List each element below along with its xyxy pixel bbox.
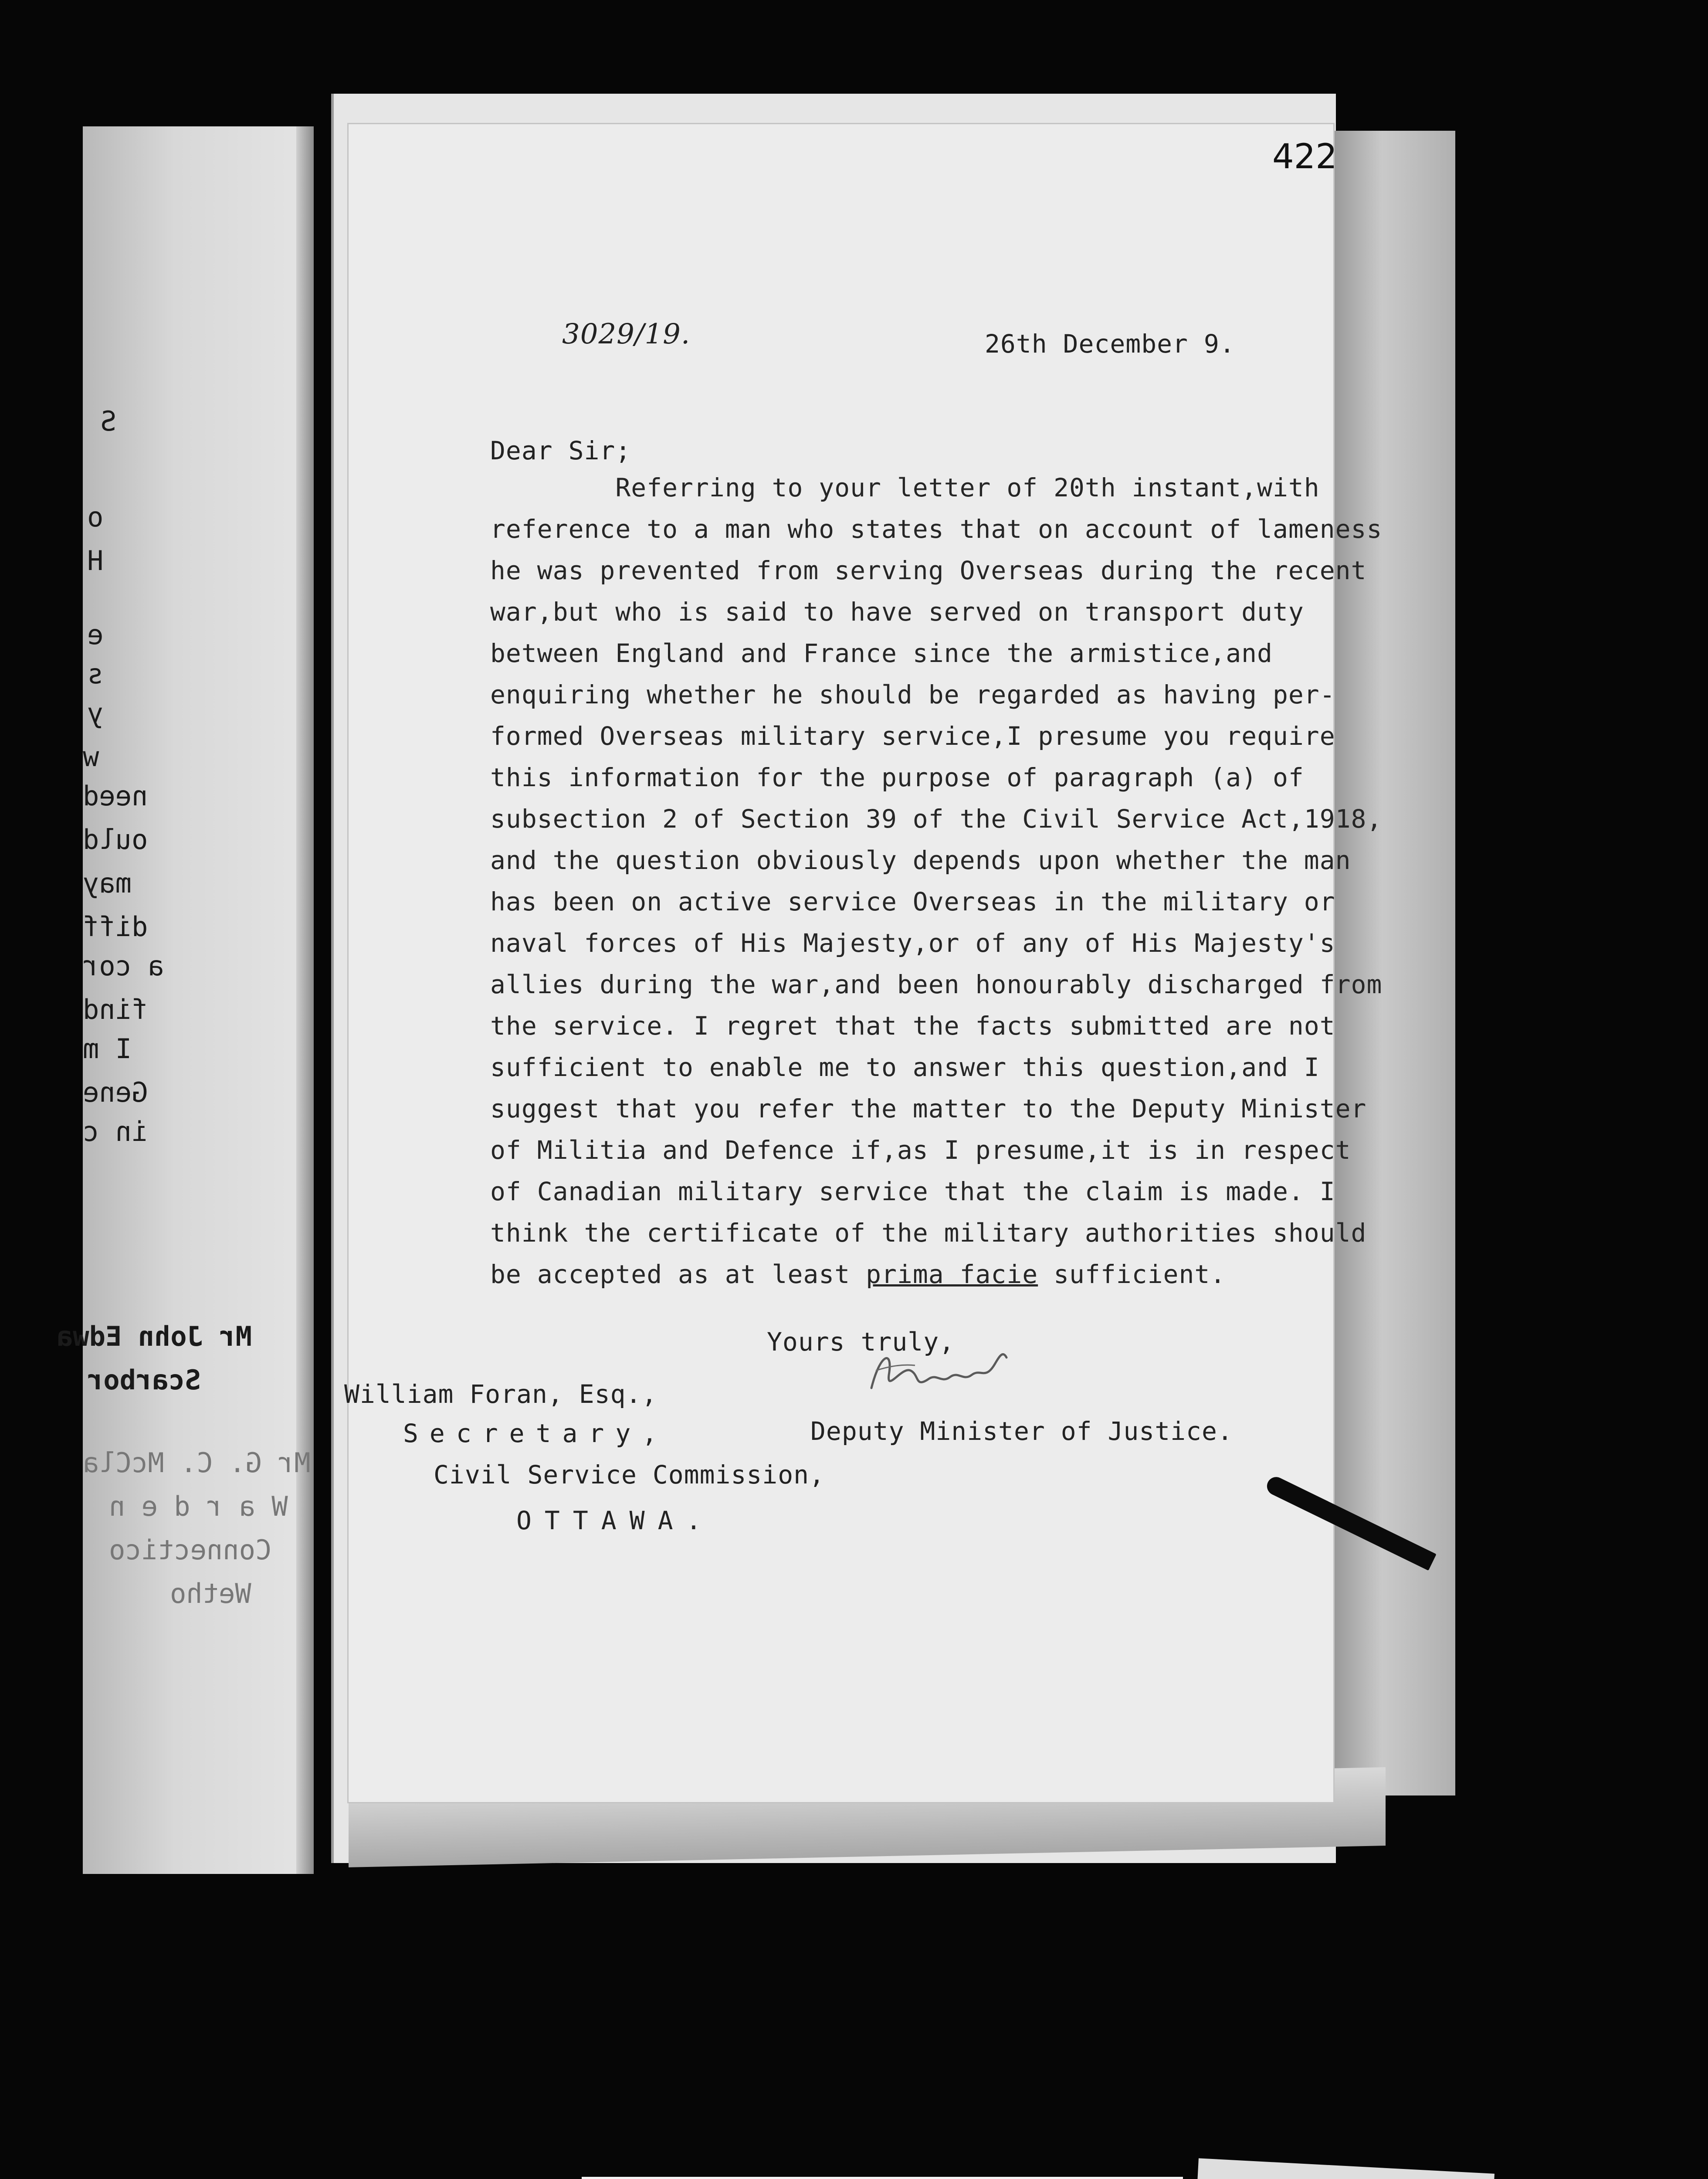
- recipient-name: William Foran, Esq.,: [344, 1379, 657, 1409]
- left-page-fragment: o: [87, 501, 104, 533]
- recipient-organization: Civil Service Commission,: [434, 1460, 825, 1490]
- left-page-addressee: Mr John Edwa: [57, 1320, 252, 1352]
- body-line-final: [490, 1259, 1226, 1289]
- left-page-fragment: H: [87, 545, 104, 577]
- left-page-cc: Connectico: [109, 1534, 272, 1566]
- body-line: allies during the war,and been honourably discharged from: [490, 970, 1383, 999]
- body-line: this information for the purpose of paragraph (a) of: [490, 763, 1304, 792]
- recipient-title: Secretary,: [403, 1419, 669, 1448]
- letter-sheet: [349, 124, 1333, 1802]
- underlined-phrase: prima facie: [866, 1259, 1038, 1289]
- department-label: [582, 2177, 1183, 2179]
- left-page-fragment: in c: [83, 1116, 148, 1147]
- body-line: between England and France since the armistice,and: [490, 638, 1273, 668]
- handwritten-signature: [863, 1340, 1020, 1405]
- complimentary-close: Yours truly,: [767, 1327, 955, 1357]
- left-page-fragment: ould: [83, 824, 148, 855]
- recipient-city: OTTAWA.: [516, 1506, 715, 1535]
- left-page-cc: W a r d e n: [109, 1490, 288, 1522]
- body-line: of Militia and Defence if,as I presume,it is in respect: [490, 1135, 1351, 1165]
- body-line: subsection 2 of Section 39 of the Civil Service Act,1918,: [490, 804, 1383, 834]
- left-page-cc: Mr G. C. McCla: [83, 1447, 311, 1479]
- body-line: the service. I regret that the facts submitted are not: [490, 1011, 1335, 1041]
- left-page-fragment: e: [87, 619, 104, 651]
- page-number: 422: [1272, 137, 1337, 176]
- body-line: naval forces of His Majesty,or of any of His Majesty's: [490, 928, 1335, 958]
- body-line: of Canadian military service that the claim is made. I: [490, 1177, 1335, 1206]
- signatory-title: Deputy Minister of Justice.: [810, 1416, 1233, 1446]
- body-line: suggest that you refer the matter to the Deputy Minister: [490, 1094, 1367, 1123]
- left-page-fragment: need: [83, 780, 148, 812]
- left-page-fragment: S: [100, 405, 117, 437]
- body-line: think the certificate of the military authorities should: [490, 1218, 1367, 1248]
- body-line: sufficient to enable me to answer this question,and I: [490, 1052, 1320, 1082]
- left-page-fragment: w: [83, 741, 99, 773]
- left-page-fragment: Gene: [83, 1076, 148, 1108]
- body-line: has been on active service Overseas in the military or: [490, 887, 1335, 916]
- body-line: he was prevented from serving Overseas during the recent: [490, 556, 1367, 585]
- left-page-addressee: Scarbor: [87, 1364, 201, 1396]
- left-page-fragment: y: [87, 697, 104, 729]
- body-text: be accepted as at least: [490, 1259, 866, 1289]
- left-page-fragment: I m: [83, 1033, 132, 1065]
- file-reference: 3029/19.: [562, 318, 691, 350]
- condition-label: [1194, 2158, 1494, 2179]
- left-page-fragment: a cor: [83, 950, 164, 982]
- body-line: formed Overseas military service,I presume you require: [490, 721, 1335, 751]
- left-page-cc: Wetho: [170, 1578, 251, 1609]
- body-line: reference to a man who states that on account of lameness: [490, 514, 1383, 544]
- salutation: Dear Sir;: [490, 436, 631, 465]
- body-line: Referring to your letter of 20th instant,with: [490, 473, 1320, 502]
- left-page-fragment: s: [87, 658, 104, 690]
- letter-date: 26th December 9.: [985, 329, 1235, 359]
- body-line: and the question obviously depends upon whether the man: [490, 845, 1351, 875]
- page-gutter: [296, 126, 314, 1874]
- left-page-fragment: diff: [83, 911, 148, 943]
- left-facing-page: [57, 126, 314, 1874]
- left-page-fragment: find: [83, 994, 148, 1025]
- body-line: war,but who is said to have served on transport duty: [490, 597, 1304, 627]
- left-page-fragment: may: [83, 867, 132, 899]
- body-text: sufficient.: [1038, 1259, 1226, 1289]
- body-line: enquiring whether he should be regarded as having per-: [490, 680, 1335, 709]
